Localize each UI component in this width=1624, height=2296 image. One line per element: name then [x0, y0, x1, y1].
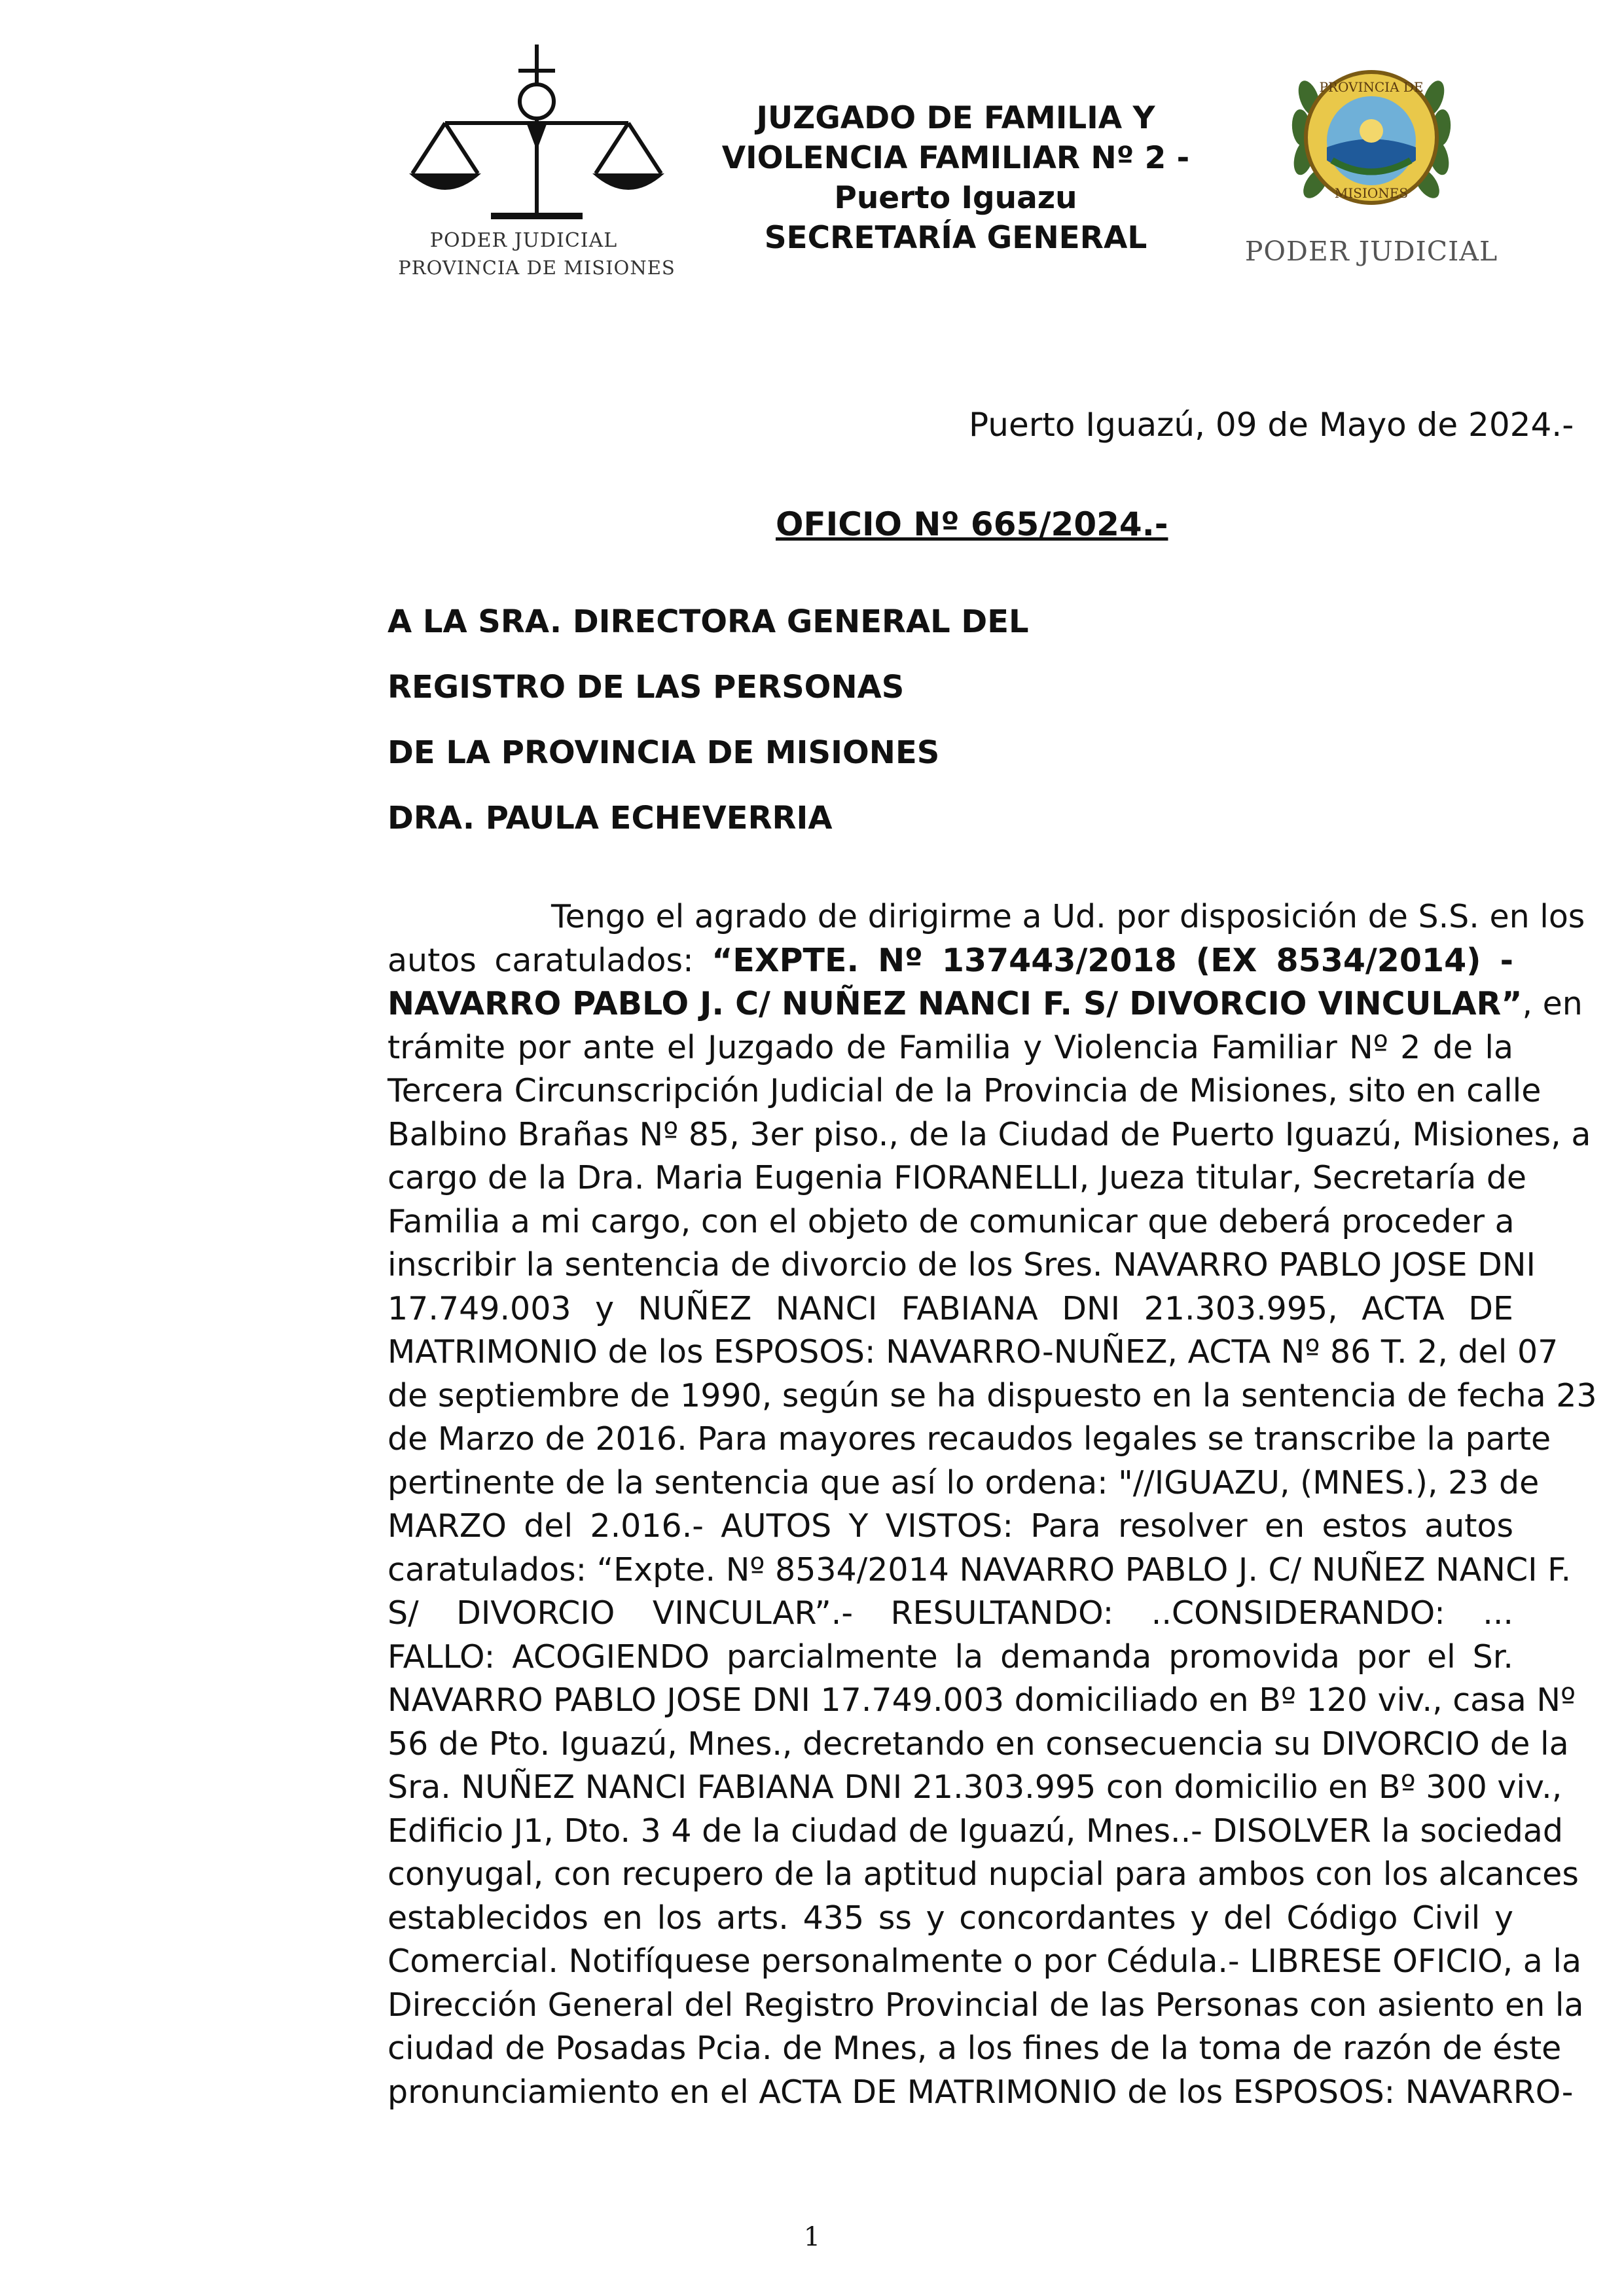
page-number: 1 [803, 2222, 821, 2252]
court-heading [700, 98, 1211, 258]
body-line: Comercial. Notifíquese personalmente o por Cédula.- LIBRESE OFICIO, a la [388, 1943, 1582, 1980]
provincial-seal-icon [1237, 52, 1506, 229]
court-line-2: VIOLENCIA FAMILIAR Nº 2 - [721, 140, 1190, 176]
body-line: Tengo el agrado de dirigirme a Ud. por disposición de S.S. en los [551, 898, 1585, 935]
body-line: Sra. NUÑEZ NANCI FABIANA DNI 21.303.995 con domicilio en Bº 300 viv., [388, 1768, 1562, 1806]
body-line: Edificio J1, Dto. 3 4 de la ciudad de Iguazú, Mnes..- DISOLVER la sociedad [388, 1812, 1563, 1850]
case-reference: “EXPTE. Nº 137443/2018 (EX 8534/2014) - [712, 941, 1514, 979]
body-line: trámite por ante el Juzgado de Familia y Violencia Familiar Nº 2 de la [388, 1028, 1513, 1066]
body-line: FALLO: ACOGIENDO parcialmente la demanda promovida por el Sr. [388, 1638, 1513, 1676]
body-line: conyugal, con recupero de la aptitud nupcial para ambos con los alcances [388, 1856, 1579, 1893]
court-line-1: JUZGADO DE FAMILIA Y [756, 100, 1155, 136]
court-line-4: SECRETARÍA GENERAL [764, 220, 1147, 256]
letter-body [388, 895, 1597, 2114]
body-line: 56 de Pto. Iguazú, Mnes., decretando en consecuencia su DIVORCIO de la [388, 1725, 1569, 1763]
oficio-title: OFICIO Nº 665/2024.- [776, 505, 1168, 543]
body-line: establecidos en los arts. 435 ss y concordantes y del Código Civil y [388, 1899, 1513, 1937]
seal-top-text: PROVINCIA DE [1319, 79, 1424, 95]
body-line: ciudad de Posadas Pcia. de Mnes, a los fines de la toma de razón de éste [388, 2030, 1562, 2067]
body-line: Dirección General del Registro Provincial de las Personas con asiento en la [388, 1986, 1584, 2024]
seal-bottom-text: MISIONES [1334, 185, 1409, 201]
scales-of-justice-icon [393, 39, 681, 229]
body-line: 17.749.003 y NUÑEZ NANCI FABIANA DNI 21.303.995, ACTA DE [388, 1289, 1513, 1327]
addressee-line-3: DE LA PROVINCIA DE MISIONES [388, 734, 940, 771]
body-line: MATRIMONIO de los ESPOSOS: NAVARRO-NUÑEZ, ACTA Nº 86 T. 2, del 07 [388, 1333, 1559, 1371]
body-line: NAVARRO PABLO J. C/ NUÑEZ NANCI F. S/ DIVORCIO VINCULAR”, en [388, 985, 1583, 1022]
date-line: Puerto Iguazú, 09 de Mayo de 2024.- [969, 406, 1574, 444]
body-line: Balbino Brañas Nº 85, 3er piso., de la Ciudad de Puerto Iguazú, Misiones, a [388, 1115, 1591, 1153]
body-line: cargo de la Dra. Maria Eugenia FIORANELLI, Jueza titular, Secretaría de [388, 1159, 1527, 1196]
logo-caption-line2: PROVINCIA DE MISIONES [398, 257, 676, 279]
body-line: de Marzo de 2016. Para mayores recaudos legales se transcribe la parte [388, 1420, 1551, 1458]
body-line: caratulados: “Expte. Nº 8534/2014 NAVARRO PABLO J. C/ NUÑEZ NANCI F. [388, 1551, 1572, 1588]
body-line: S/ DIVORCIO VINCULAR”.- RESULTANDO: ..CONSIDERANDO: ... [388, 1594, 1513, 1632]
body-line: NAVARRO PABLO JOSE DNI 17.749.003 domiciliado en Bº 120 viv., casa Nº [388, 1681, 1576, 1719]
addressee-name: DRA. PAULA ECHEVERRIA [388, 800, 833, 836]
body-line: inscribir la sentencia de divorcio de los Sres. NAVARRO PABLO JOSE DNI [388, 1246, 1536, 1283]
body-line: Familia a mi cargo, con el objeto de comunicar que deberá proceder a [388, 1202, 1515, 1240]
provincia-misiones-seal-logo [1237, 52, 1506, 281]
seal-caption: PODER JUDICIAL [1244, 236, 1498, 267]
poder-judicial-misiones-logo [393, 39, 681, 301]
court-line-3: Puerto Iguazu [834, 180, 1077, 216]
addressee-line-1: A LA SRA. DIRECTORA GENERAL DEL [388, 603, 1029, 640]
body-line: Tercera Circunscripción Judicial de la Provincia de Misiones, sito en calle [388, 1072, 1542, 1109]
logo-caption-line1: PODER JUDICIAL [429, 229, 618, 252]
body-line: MARZO del 2.016.- AUTOS Y VISTOS: Para resolver en estos autos [388, 1507, 1513, 1545]
case-title: NAVARRO PABLO J. C/ NUÑEZ NANCI F. S/ DIVORCIO VINCULAR” [388, 985, 1523, 1022]
body-line: de septiembre de 1990, según se ha dispuesto en la sentencia de fecha 23 [388, 1376, 1597, 1414]
addressee-line-2: REGISTRO DE LAS PERSONAS [388, 669, 905, 706]
body-line: pertinente de la sentencia que así lo ordena: "//IGUAZU, (MNES.), 23 de [388, 1463, 1540, 1501]
body-line: pronunciamiento en el ACTA DE MATRIMONIO de los ESPOSOS: NAVARRO- [388, 2073, 1574, 2111]
body-line: autos caratulados: “EXPTE. Nº 137443/2018 (EX 8534/2014) - [388, 941, 1514, 979]
